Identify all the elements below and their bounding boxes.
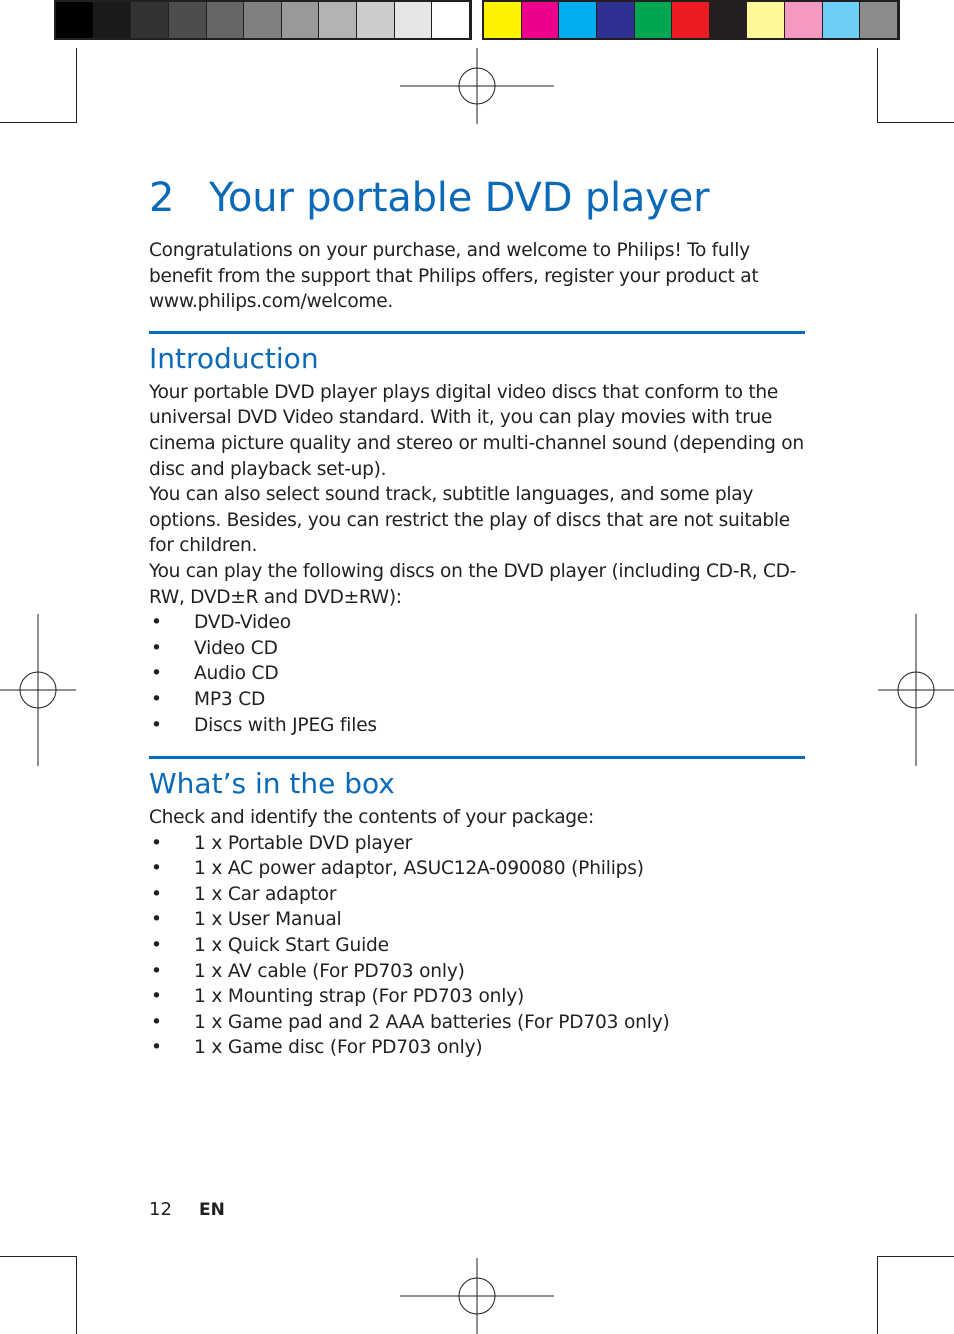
box-contents-lead: Check and identify the contents of your package: [149,807,594,829]
list-item: • MP3 CD [149,687,805,713]
list-item: • 1 x Game pad and 2 AAA batteries (For PD703 only) [149,1010,805,1036]
introduction-paragraph-1: Your portable DVD player plays digital video discs that conform to the universal DVD Video standard. With it, you can play movies with true cinema picture quality and stereo or multi-channel sound (depending on disc and playback set-up). [149,381,804,480]
list-item: • 1 x Portable DVD player [149,831,805,857]
registration-mark-top [400,48,554,124]
box-contents-heading: What’s in the box [149,767,395,801]
list-item: • 1 x Quick Start Guide [149,933,805,959]
list-item: • Audio CD [149,661,805,687]
color-swatch [559,2,597,38]
color-swatch [747,2,785,38]
crop-mark [877,48,878,123]
list-item: • Video CD [149,636,805,662]
crop-mark [0,122,77,123]
color-swatch [131,2,169,38]
gray-color-bar [54,0,472,40]
introduction-paragraph-3: You can play the following discs on the DVD player (including CD-R, CD-RW, DVD±R and DVD±RW): [149,560,797,608]
list-item: • 1 x Mounting strap (For PD703 only) [149,984,805,1010]
color-swatch [395,2,433,38]
color-swatch [357,2,395,38]
color-swatch [94,2,132,38]
bullet: • [151,688,162,710]
color-swatch [785,2,823,38]
bullet: • [151,612,162,634]
introduction-paragraph-2: You can also select sound track, subtitle languages, and some play options. Besides, you can restrict the play of discs that are not suitable for children. [149,484,790,557]
crop-mark [877,1256,878,1334]
color-swatch [319,2,357,38]
bullet: • [151,1037,162,1059]
list-item: • Discs with JPEG files [149,713,805,739]
registration-mark-right [878,614,954,766]
color-swatch [710,2,748,38]
bullet: • [151,986,162,1008]
bullet: • [151,858,162,880]
page-content [149,170,805,1061]
welcome-paragraph: Congratulations on your purchase, and welcome to Philips! To fully benefit from the support that Philips offers, register your product at www.philips.com/welcome. [149,240,759,313]
color-swatch [282,2,320,38]
crop-mark [0,1256,77,1257]
registration-mark-left [0,614,76,766]
color-swatch-bar [482,0,900,40]
chapter-title [149,170,805,226]
crop-mark [877,1256,954,1257]
color-swatch [244,2,282,38]
list-item: • 1 x AV cable (For PD703 only) [149,959,805,985]
list-item: • 1 x AC power adaptor, ASUC12A-090080 (Philips) [149,856,805,882]
bullet: • [151,935,162,957]
introduction-heading: Introduction [149,341,319,375]
list-item: • 1 x User Manual [149,907,805,933]
bullet: • [151,1011,162,1033]
crop-mark [76,1256,77,1334]
bullet: • [151,637,162,659]
color-swatch [432,2,470,38]
registration-mark-bottom [400,1258,554,1334]
color-swatch [597,2,635,38]
color-swatch [635,2,673,38]
color-swatch [207,2,245,38]
bullet: • [151,883,162,905]
box-contents-list [149,831,805,1061]
bullet: • [151,960,162,982]
color-swatch [522,2,560,38]
bullet: • [151,832,162,854]
page-number: 12 [149,1199,172,1220]
color-swatch [823,2,861,38]
page-footer [149,1199,225,1220]
bullet: • [151,714,162,736]
color-swatch [484,2,522,38]
chapter-title-text: Your portable DVD player [209,175,710,221]
bullet: • [151,909,162,931]
list-item: • 1 x Car adaptor [149,882,805,908]
bullet: • [151,663,162,685]
crop-mark [877,122,954,123]
disc-list [149,610,805,738]
color-swatch [56,2,94,38]
list-item: • DVD-Video [149,610,805,636]
crop-mark [76,48,77,123]
color-swatch [860,2,898,38]
color-swatch [169,2,207,38]
chapter-number: 2 [149,175,175,221]
color-swatch [672,2,710,38]
list-item: • 1 x Game disc (For PD703 only) [149,1035,805,1061]
language-code: EN [199,1200,225,1220]
